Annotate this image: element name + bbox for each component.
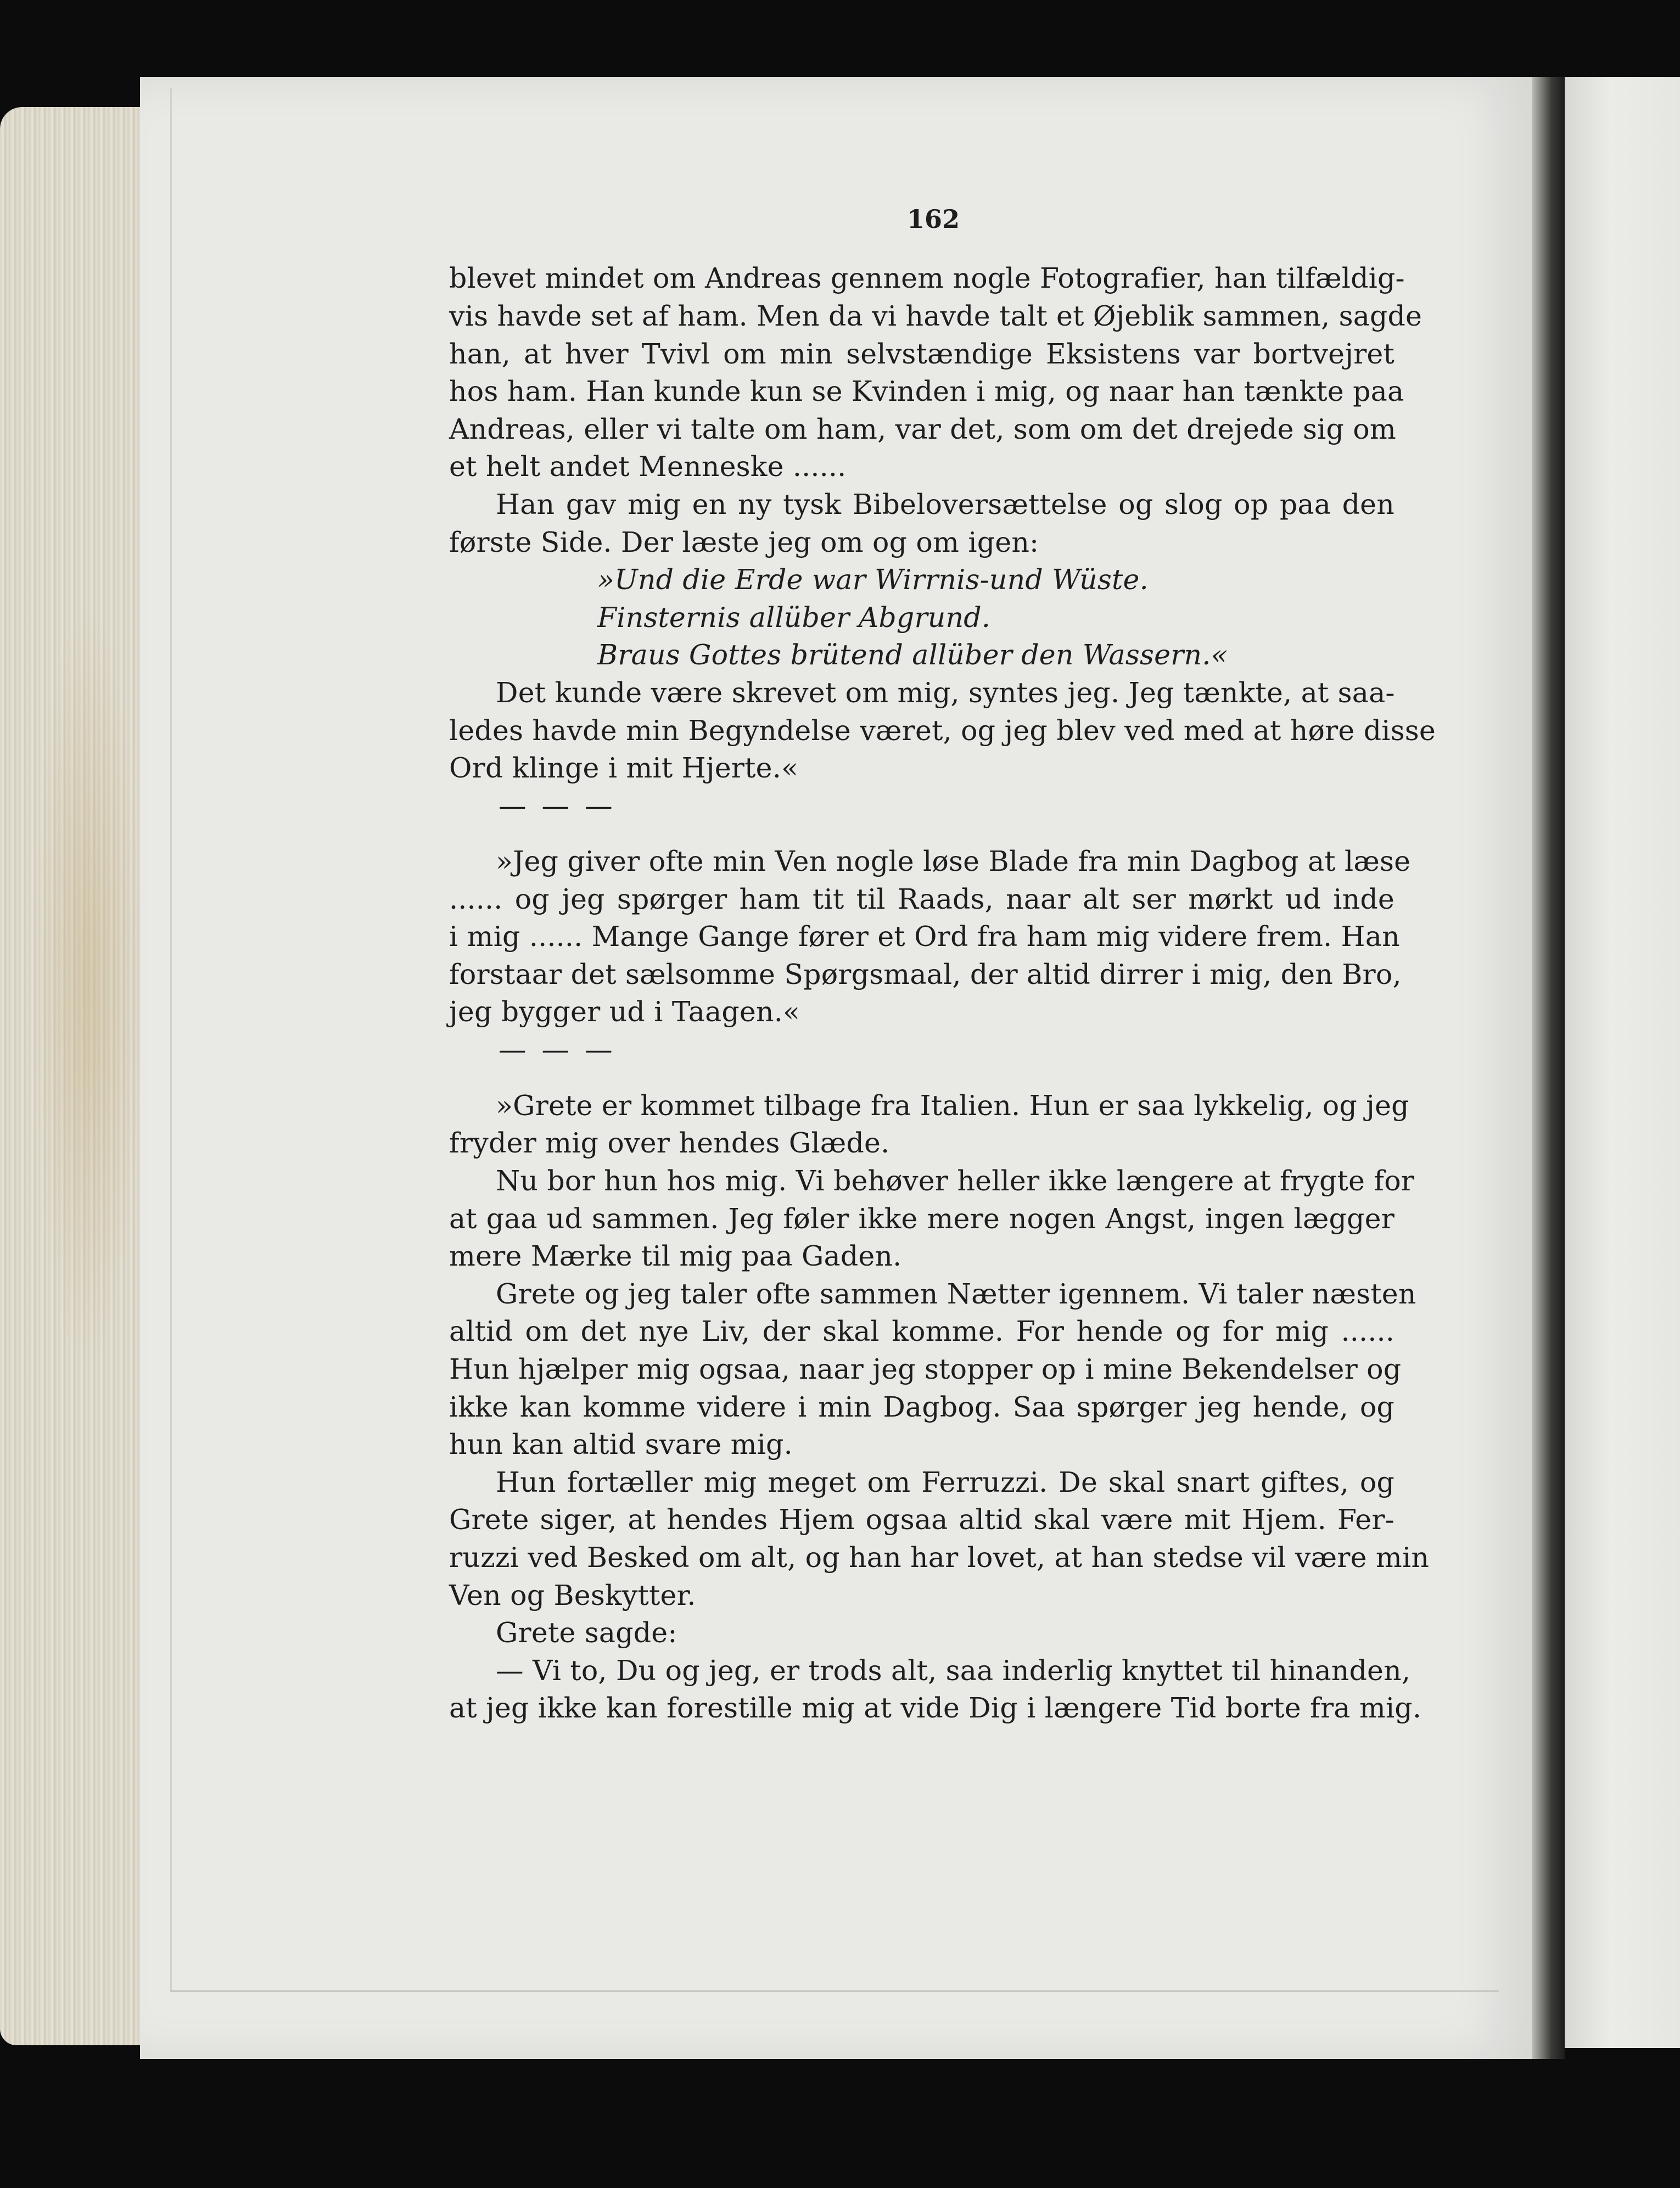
section-separator: — — —	[499, 790, 616, 822]
verse-line: »Und die Erde war Wirrnis-und Wüste.	[597, 563, 1149, 596]
text-line: Andreas, eller vi talte om ham, var det, som om det drejede sig om	[449, 413, 1396, 445]
text-line: fryder mig over hendes Glæde.	[449, 1127, 890, 1159]
text-line: Hun hjælper mig ogsaa, naar jeg stopper op i mine Bekendelser og	[449, 1353, 1402, 1385]
text-line: Grete sagde:	[496, 1616, 677, 1649]
text-line: ruzzi ved Besked om alt, og han har lovet, at han stedse vil være min	[449, 1541, 1430, 1574]
text-line: hun kan altid svare mig.	[449, 1428, 793, 1460]
text-line: Han gav mig en ny tysk Bibeloversættelse og slog op paa den	[496, 488, 1395, 521]
text-line: Hun fortæller mig meget om Ferruzzi. De skal snart giftes, og	[496, 1466, 1395, 1498]
text-line: vis havde set af ham. Men da vi havde talt et Øjeblik sammen, sagde	[449, 300, 1423, 332]
text-line: altid om det nye Liv, der skal komme. For hende og for mig ......	[449, 1315, 1395, 1347]
text-line: i mig ...... Mange Gange fører et Ord fra ham mig videre frem. Han	[449, 920, 1400, 953]
text-line: jeg bygger ud i Taagen.«	[449, 995, 800, 1028]
verse-line: Finsternis allüber Abgrund.	[597, 601, 991, 634]
text-line: han, at hver Tvivl om min selvstændige Eksistens var bortvejret	[449, 338, 1395, 370]
text-line: forstaar det sælsomme Spørgsmaal, der altid dirrer i mig, den Bro,	[449, 958, 1402, 991]
verse-line: Braus Gottes brütend allüber den Wassern.«	[597, 639, 1228, 671]
text-line: mere Mærke til mig paa Gaden.	[449, 1240, 902, 1272]
text-line: ikke kan komme videre i min Dagbog. Saa spørger jeg hende, og	[449, 1391, 1395, 1423]
text-line: Ven og Beskytter.	[449, 1579, 696, 1611]
facing-page	[1565, 77, 1680, 2048]
page-edge-shadow-bottom	[170, 1990, 1499, 1992]
text-line: — Vi to, Du og jeg, er trods alt, saa inderlig knyttet til hinanden,	[496, 1654, 1411, 1687]
text-line: Det kunde være skrevet om mig, syntes jeg. Jeg tænkte, at saa-	[496, 676, 1395, 709]
text-line: »Jeg giver ofte min Ven nogle løse Blade fra min Dagbog at læse	[496, 845, 1411, 877]
text-line: at jeg ikke kan forestille mig at vide Dig i længere Tid borte fra mig.	[449, 1692, 1422, 1724]
text-line: ledes havde min Begyndelse været, og jeg blev ved med at høre disse	[449, 714, 1436, 747]
text-line: »Grete er kommet tilbage fra Italien. Hun er saa lykkelig, og jeg	[496, 1089, 1409, 1122]
section-separator: — — —	[499, 1033, 616, 1066]
text-line: første Side. Der læste jeg om og om igen:	[449, 526, 1039, 558]
book-gutter	[1532, 77, 1565, 2059]
text-line: Ord klinge i mit Hjerte.«	[449, 752, 799, 784]
page-number: 162	[906, 204, 960, 234]
page-edge-shadow-left	[170, 88, 172, 1992]
text-line: hos ham. Han kunde kun se Kvinden i mig, og naar han tænkte paa	[449, 375, 1404, 407]
text-line: Grete siger, at hendes Hjem ogsaa altid skal være mit Hjem. Fer-	[449, 1503, 1395, 1536]
text-line: Grete og jeg taler ofte sammen Nætter igennem. Vi taler næsten	[496, 1278, 1416, 1310]
text-line: blevet mindet om Andreas gennem nogle Fotografier, han tilfældig-	[449, 262, 1405, 294]
text-line: at gaa ud sammen. Jeg føler ikke mere nogen Angst, ingen lægger	[449, 1202, 1395, 1235]
text-line: Nu bor hun hos mig. Vi behøver heller ikke længere at frygte for	[496, 1165, 1415, 1197]
text-line: et helt andet Menneske ......	[449, 450, 847, 483]
text-line: ...... og jeg spørger ham tit til Raads, naar alt ser mørkt ud inde	[449, 883, 1395, 915]
